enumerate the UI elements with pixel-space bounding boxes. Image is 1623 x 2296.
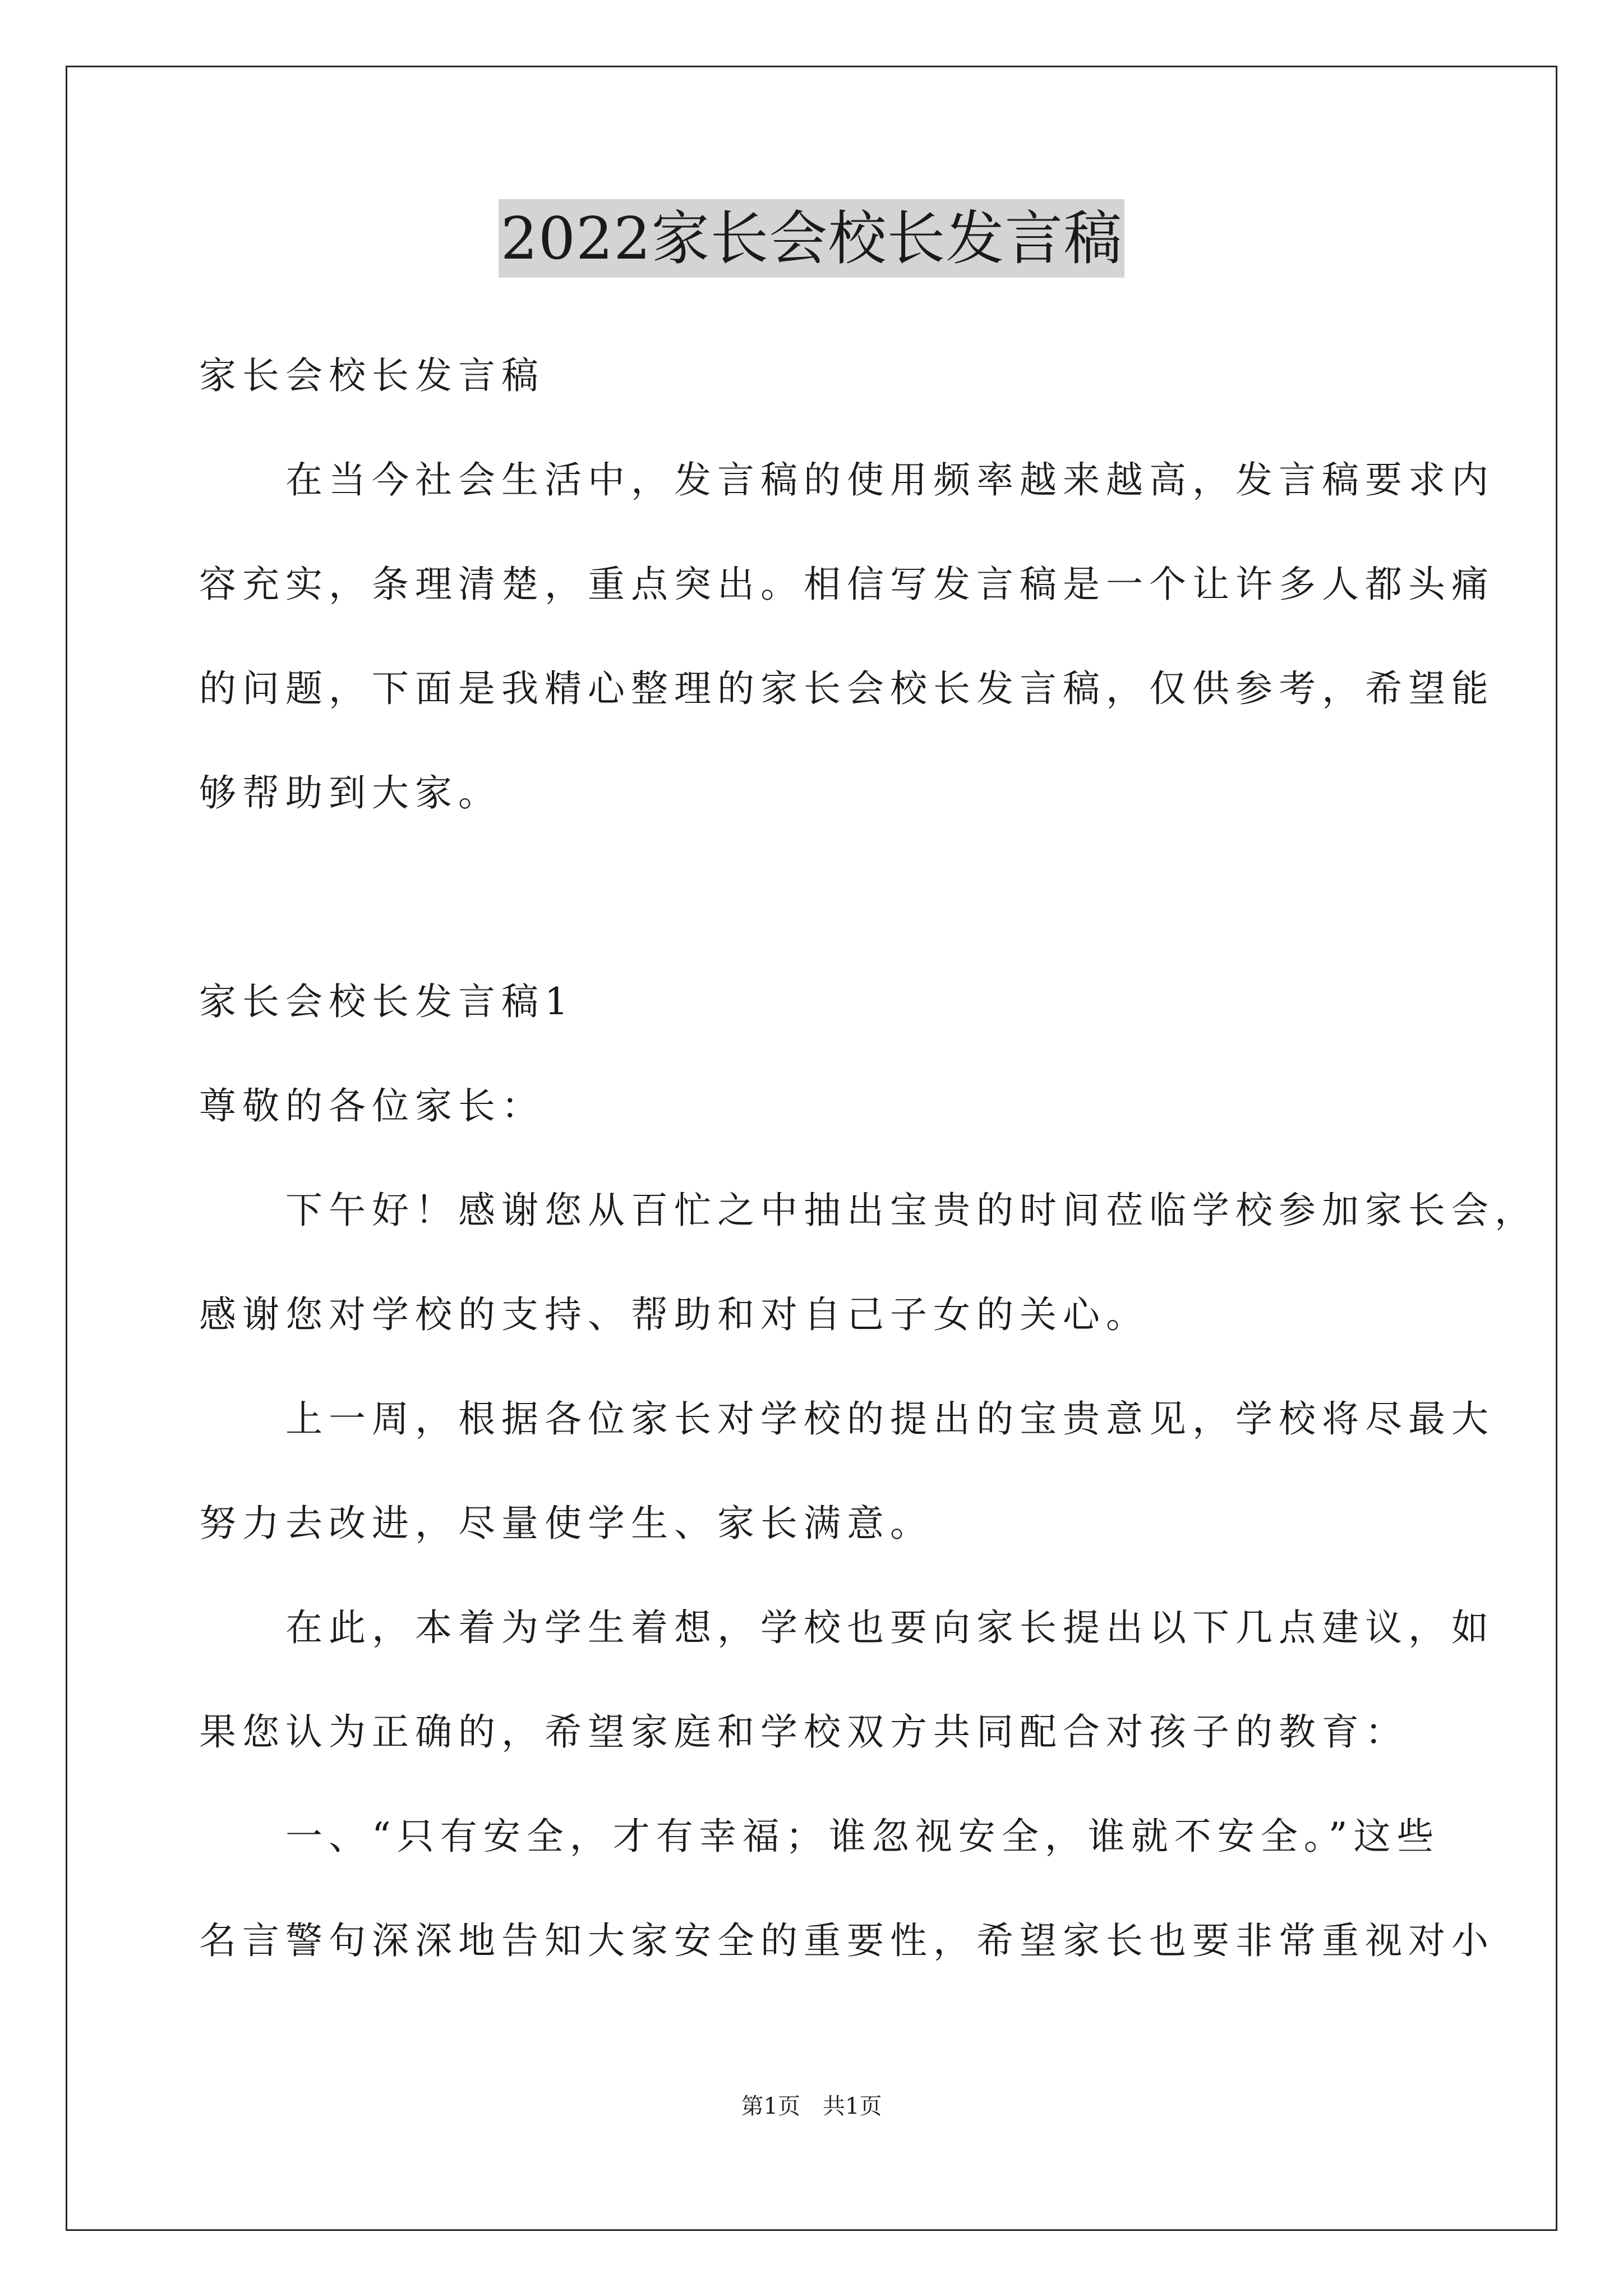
salutation: 尊敬的各位家长： [199,1084,545,1128]
body-line: 够帮助到大家。 [199,771,501,815]
body-line: 家长会校长发言稿 [199,354,545,397]
body-line: 在此，本着为学生着想，学校也要向家长提出以下几点建议，如 [199,1606,1495,1649]
section-heading: 家长会校长发言稿1 [199,980,574,1023]
body-line: 感谢您对学校的支持、帮助和对自己子女的关心。 [199,1293,1149,1336]
body-line: 在当今社会生活中，发言稿的使用频率越来越高，发言稿要求内 [199,458,1495,501]
document-title: 2022家长会校长发言稿 [499,199,1125,278]
body-line: 容充实，条理清楚，重点突出。相信写发言稿是一个让许多人都头痛 [199,563,1495,606]
body-line: 名言警句深深地告知大家安全的重要性，希望家长也要非常重视对小 [199,1919,1495,1962]
page-footer: 第1页 共1页 [741,2093,882,2119]
body-line: 果您认为正确的，希望家庭和学校双方共同配合对孩子的教育： [199,1710,1408,1754]
body-line: 下午好！感谢您从百忙之中抽出宝贵的时间莅临学校参加家长会， [199,1189,1538,1232]
body-line: 上一周，根据各位家长对学校的提出的宝贵意见，学校将尽最大 [199,1397,1495,1441]
body-line [199,845,1438,950]
body-line: 努力去改进，尽量使学生、家长满意。 [199,1502,933,1545]
title-area [0,199,1623,278]
document-body [199,324,1538,1993]
body-line: 一、“只有安全，才有幸福；谁忽视安全，谁就不安全。”这些 [199,1815,1440,1858]
body-line: 的问题，下面是我精心整理的家长会校长发言稿，仅供参考，希望能 [199,667,1495,710]
